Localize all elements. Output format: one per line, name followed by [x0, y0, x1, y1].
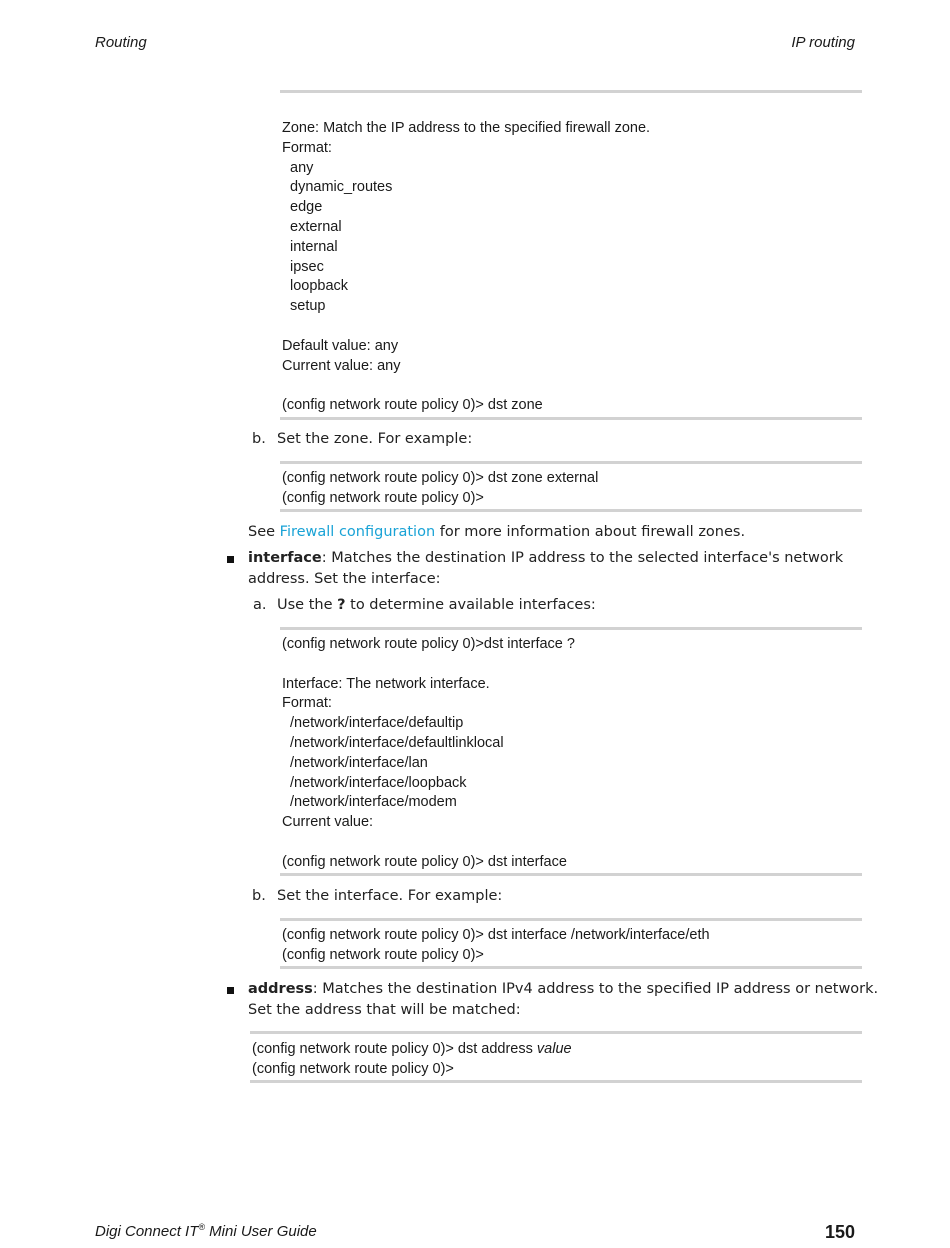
- code-line: edge: [290, 199, 323, 216]
- code-line: /network/interface/defaultlinklocal: [290, 734, 504, 751]
- code-line: (config network route policy 0)>: [282, 489, 484, 506]
- code-placeholder-value: value: [536, 1041, 572, 1057]
- code-line: Current value:: [282, 814, 374, 831]
- code-block-address: [250, 1031, 862, 1083]
- bullet-interface-text-cont: address. Set the interface:: [248, 571, 441, 587]
- code-line: Zone: Match the IP address to the specified firewall zone.: [282, 120, 651, 136]
- code-line: setup: [290, 298, 326, 315]
- code-line: (config network route policy 0)> dst interface /network/interface/eth: [282, 927, 710, 943]
- code-line: [252, 1040, 862, 1060]
- code-line: (config network route policy 0)> dst zone: [282, 397, 543, 414]
- see-also-paragraph: [248, 522, 745, 543]
- code-line: (config network route policy 0)> dst zone external: [282, 470, 599, 486]
- code-block-zone-example: [280, 461, 862, 512]
- bullet-interface-text: [248, 548, 843, 569]
- footer-title-text: Digi Connect IT: [95, 1223, 199, 1240]
- address-description: : Matches the destination IPv4 address to the specified IP address or network.: [312, 981, 879, 997]
- code-blank-line: [282, 833, 862, 853]
- step-text-pre: Use the: [277, 597, 338, 613]
- term-interface: interface: [248, 550, 322, 566]
- header-topic: IP routing: [791, 34, 855, 51]
- step-text: Set the interface. For example:: [277, 888, 503, 904]
- code-block-interface-example: [280, 918, 862, 969]
- code-line: internal: [290, 238, 338, 255]
- code-line: (config network route policy 0)>: [282, 946, 484, 963]
- see-prefix: See: [248, 524, 280, 540]
- code-block-zone-help: [280, 90, 862, 420]
- code-line: (config network route policy 0)> dst interface: [282, 853, 567, 870]
- bullet-address-text-cont: Set the address that will be matched:: [248, 1002, 521, 1018]
- step-text-post: to determine available interfaces:: [345, 597, 596, 613]
- step-marker: b.: [252, 431, 266, 447]
- footer-title-rest: Mini User Guide: [205, 1223, 317, 1240]
- code-line: /network/interface/defaultip: [290, 715, 464, 732]
- code-line: Default value: any: [282, 337, 399, 354]
- code-line: /network/interface/lan: [290, 754, 428, 771]
- question-mark: ?: [337, 597, 346, 613]
- code-line: ipsec: [290, 258, 324, 275]
- code-blank-line: [282, 376, 862, 396]
- code-text: (config network route policy 0)> dst address: [252, 1041, 537, 1057]
- code-block-interface-help: [280, 627, 862, 876]
- code-line: (config network route policy 0)>dst interface ?: [282, 636, 575, 652]
- code-line: external: [290, 218, 342, 235]
- see-suffix: for more information about firewall zones.: [435, 524, 746, 540]
- interface-description: : Matches the destination IP address to the selected interface's network: [321, 550, 844, 566]
- firewall-configuration-link[interactable]: Firewall configuration: [279, 524, 436, 540]
- code-blank-line: [282, 317, 862, 337]
- footer-guide-title: [95, 1222, 317, 1240]
- code-line: (config network route policy 0)>: [252, 1060, 454, 1077]
- bullet-address-text: [248, 979, 878, 1000]
- step-marker: a.: [253, 597, 267, 613]
- bullet-icon: [227, 556, 234, 563]
- code-blank-line: [282, 655, 862, 675]
- code-line: /network/interface/modem: [290, 794, 457, 811]
- code-line: Current value: any: [282, 357, 401, 374]
- header-section: Routing: [95, 34, 147, 51]
- code-line: Format:: [282, 139, 332, 156]
- code-line: loopback: [290, 278, 349, 295]
- code-line: dynamic_routes: [290, 179, 393, 196]
- bullet-icon: [227, 987, 234, 994]
- step-text: Set the zone. For example:: [277, 431, 473, 447]
- code-line: Format:: [282, 695, 332, 712]
- step-text: [277, 595, 596, 616]
- code-line: any: [290, 159, 314, 176]
- page-number: 150: [824, 1222, 855, 1242]
- term-address: address: [248, 981, 313, 997]
- code-line: /network/interface/loopback: [290, 774, 467, 791]
- step-marker: b.: [252, 888, 266, 904]
- code-line: Interface: The network interface.: [282, 675, 490, 692]
- registered-mark: ®: [198, 1222, 206, 1232]
